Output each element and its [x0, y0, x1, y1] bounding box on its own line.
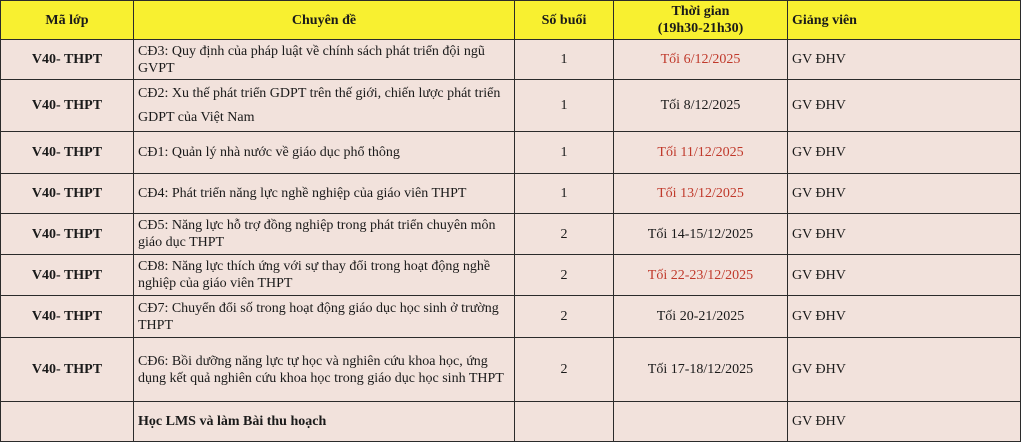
- cell-giang-vien: GV ĐHV: [788, 80, 1021, 132]
- cell-chuyen-de: CĐ4: Phát triển năng lực nghề nghiệp của giáo viên THPT: [134, 174, 515, 214]
- table-row: [1, 80, 1021, 132]
- cell-so-buoi: 2: [515, 214, 614, 255]
- cell-giang-vien: GV ĐHV: [788, 174, 1021, 214]
- cell-chuyen-de: CĐ3: Quy định của pháp luật về chính sách phát triển đội ngũ GVPT: [134, 40, 515, 80]
- cell-thoi-gian: Tối 17-18/12/2025: [614, 338, 788, 402]
- header-ma-lop: Mã lớp: [1, 1, 134, 40]
- cell-so-buoi-empty: [515, 402, 614, 442]
- header-thoi-gian: [614, 1, 788, 40]
- cell-giang-vien: GV ĐHV: [788, 296, 1021, 338]
- cell-lms-task: Học LMS và làm Bài thu hoạch: [134, 402, 515, 442]
- header-so-buoi: Số buổi: [515, 1, 614, 40]
- cell-thoi-gian: Tối 14-15/12/2025: [614, 214, 788, 255]
- table-row: [1, 214, 1021, 255]
- cell-so-buoi: 1: [515, 40, 614, 80]
- table-row: [1, 132, 1021, 174]
- cell-giang-vien: GV ĐHV: [788, 255, 1021, 296]
- cell-chuyen-de: CĐ2: Xu thế phát triển GDPT trên thế giới, chiến lược phát triển GDPT của Việt Nam: [134, 80, 515, 132]
- cell-so-buoi: 2: [515, 338, 614, 402]
- cell-ma-lop-empty: [1, 402, 134, 442]
- cell-ma-lop: V40- THPT: [1, 296, 134, 338]
- cell-thoi-gian: Tối 13/12/2025: [614, 174, 788, 214]
- cell-thoi-gian: Tối 20-21/2025: [614, 296, 788, 338]
- cell-ma-lop: V40- THPT: [1, 132, 134, 174]
- cell-thoi-gian: Tối 8/12/2025: [614, 80, 788, 132]
- header-chuyen-de: Chuyên đề: [134, 1, 515, 40]
- cell-thoi-gian: Tối 6/12/2025: [614, 40, 788, 80]
- table-row: [1, 174, 1021, 214]
- cell-chuyen-de: CĐ7: Chuyển đổi số trong hoạt động giáo dục học sinh ở trường THPT: [134, 296, 515, 338]
- header-thoi-gian-hours: (19h30-21h30): [657, 21, 744, 36]
- cell-so-buoi: 1: [515, 174, 614, 214]
- cell-ma-lop: V40- THPT: [1, 255, 134, 296]
- cell-chuyen-de: CĐ6: Bồi dưỡng năng lực tự học và nghiên cứu khoa học, ứng dụng kết quả nghiên cứu khoa học trong giáo dục học sinh THPT: [134, 338, 515, 402]
- header-giang-vien: Giảng viên: [788, 1, 1021, 40]
- cell-ma-lop: V40- THPT: [1, 174, 134, 214]
- cell-ma-lop: V40- THPT: [1, 80, 134, 132]
- cell-ma-lop: V40- THPT: [1, 40, 134, 80]
- table-row-final: [1, 402, 1021, 442]
- cell-thoi-gian: Tối 11/12/2025: [614, 132, 788, 174]
- header-row: [1, 1, 1021, 40]
- cell-giang-vien: GV ĐHV: [788, 402, 1021, 442]
- table-row: [1, 255, 1021, 296]
- cell-so-buoi: 1: [515, 80, 614, 132]
- cell-chuyen-de: CĐ8: Năng lực thích ứng với sự thay đổi trong hoạt động nghề nghiệp của giáo viên THPT: [134, 255, 515, 296]
- cell-chuyen-de: CĐ5: Năng lực hỗ trợ đồng nghiệp trong phát triển chuyên môn giáo dục THPT: [134, 214, 515, 255]
- table-row: [1, 40, 1021, 80]
- cell-ma-lop: V40- THPT: [1, 338, 134, 402]
- cell-chuyen-de: CĐ1: Quản lý nhà nước về giáo dục phổ thông: [134, 132, 515, 174]
- cell-so-buoi: 2: [515, 296, 614, 338]
- cell-giang-vien: GV ĐHV: [788, 214, 1021, 255]
- cell-giang-vien: GV ĐHV: [788, 132, 1021, 174]
- cell-giang-vien: GV ĐHV: [788, 338, 1021, 402]
- table-row: [1, 338, 1021, 402]
- cell-so-buoi: 1: [515, 132, 614, 174]
- header-thoi-gian-label: Thời gian: [671, 4, 730, 19]
- cell-giang-vien: GV ĐHV: [788, 40, 1021, 80]
- cell-ma-lop: V40- THPT: [1, 214, 134, 255]
- table-row: [1, 296, 1021, 338]
- cell-thoi-gian-empty: [614, 402, 788, 442]
- cell-so-buoi: 2: [515, 255, 614, 296]
- cell-thoi-gian: Tối 22-23/12/2025: [614, 255, 788, 296]
